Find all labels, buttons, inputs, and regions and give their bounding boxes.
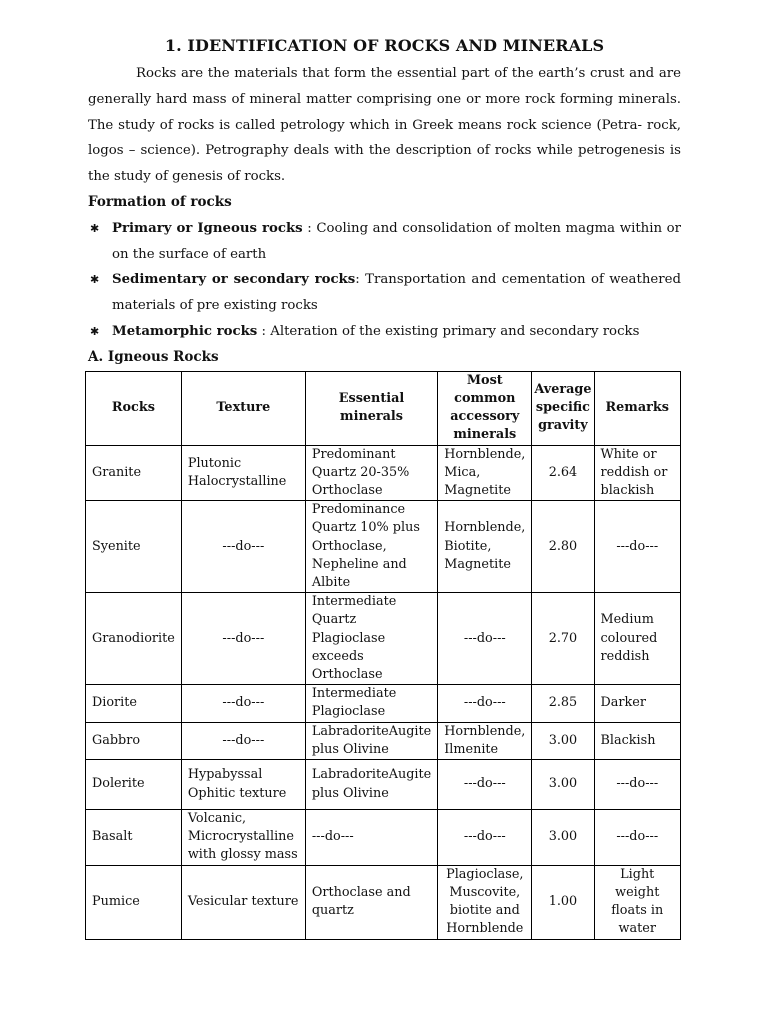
cell-texture: Plutonic Halocrystalline: [181, 445, 305, 501]
cell-remarks: Medium coloured reddish: [594, 593, 681, 685]
asterisk-bullet-icon: ✱: [90, 273, 100, 287]
cell-accessory: Hornblende, Ilmenite: [438, 722, 532, 759]
cell-gravity: 1.00: [532, 865, 594, 939]
bullet-text: Cooling and consolidation of molten magma within or on the surface of earth: [112, 220, 682, 262]
cell-remarks: Blackish: [594, 722, 681, 759]
cell-accessory: ---do---: [438, 593, 532, 685]
cell-accessory: Hornblende, Mica, Magnetite: [438, 445, 532, 501]
cell-essential: LabradoriteAugite plus Olivine: [305, 760, 437, 810]
cell-gravity: 2.85: [532, 685, 594, 722]
bullet-term: Primary or Igneous rocks: [112, 220, 303, 236]
cell-remarks: ---do---: [594, 810, 681, 866]
cell-accessory: Plagioclase, Muscovite, biotite and Hornblende: [438, 865, 532, 939]
cell-gravity: 2.70: [532, 593, 594, 685]
cell-remarks: ---do---: [594, 501, 681, 593]
cell-texture: Vesicular texture: [181, 865, 305, 939]
cell-rock: Granite: [86, 445, 182, 501]
bullet-item-metamorphic: [88, 319, 681, 345]
table-row: [86, 501, 681, 593]
header-rocks: Rocks: [86, 371, 182, 445]
cell-essential: Orthoclase and quartz: [305, 865, 437, 939]
document-title: 1. IDENTIFICATION OF ROCKS AND MINERALS: [164, 36, 605, 55]
header-accessory-minerals: Most common accessory minerals: [438, 371, 532, 445]
intro-paragraph: Rocks are the materials that form the essential part of the earth’s crust and are generally hard mass of mineral matter comprising one or more rock forming minerals. The study of rocks is called petrology which in Greek means rock science (Petra- rock, logos – science). Petrography deals with the description of rocks while petrogenesis is the study of genesis of rocks.: [88, 66, 681, 185]
table-row: [86, 685, 681, 722]
cell-remarks: White or reddish or blackish: [594, 445, 681, 501]
cell-remarks: Light weight floats in water: [594, 865, 681, 939]
bullet-item-igneous: [88, 216, 681, 268]
cell-rock: Syenite: [86, 501, 182, 593]
cell-texture: Volcanic, Microcrystalline with glossy mass: [181, 810, 305, 866]
cell-accessory: Hornblende, Biotite, Magnetite: [438, 501, 532, 593]
asterisk-bullet-icon: ✱: [90, 324, 100, 338]
cell-gravity: 3.00: [532, 760, 594, 810]
header-remarks: Remarks: [594, 371, 681, 445]
cell-texture: ---do---: [181, 593, 305, 685]
cell-rock: Gabbro: [86, 722, 182, 759]
document-page: [88, 36, 681, 940]
cell-rock: Granodiorite: [86, 593, 182, 685]
bullet-separator: :: [257, 323, 271, 339]
igneous-rocks-table: [85, 371, 681, 940]
formation-heading: Formation of rocks: [88, 193, 232, 210]
bullet-term: Sedimentary or secondary rocks: [112, 272, 356, 288]
table-row: [86, 722, 681, 759]
bullet-term: Metamorphic rocks: [112, 323, 258, 339]
cell-rock: Pumice: [86, 865, 182, 939]
section-heading: A. Igneous Rocks: [88, 348, 219, 365]
cell-essential: Predominance Quartz 10% plus Orthoclase, Nepheline and Albite: [305, 501, 437, 593]
bullet-separator: :: [302, 220, 317, 236]
header-texture: Texture: [181, 371, 305, 445]
cell-texture: ---do---: [181, 685, 305, 722]
cell-rock: Dolerite: [86, 760, 182, 810]
cell-essential: Predominant Quartz 20-35% Orthoclase: [305, 445, 437, 501]
cell-gravity: 2.80: [532, 501, 594, 593]
cell-gravity: 2.64: [532, 445, 594, 501]
cell-essential: Intermediate Plagioclase: [305, 685, 437, 722]
table-row: [86, 593, 681, 685]
cell-texture: Hypabyssal Ophitic texture: [181, 760, 305, 810]
cell-essential: Intermediate Quartz Plagioclase exceeds Orthoclase: [305, 593, 437, 685]
table-row: [86, 865, 681, 939]
bullet-item-sedimentary: [88, 267, 681, 319]
table-header-row: [86, 371, 681, 445]
cell-gravity: 3.00: [532, 722, 594, 759]
table-row: [86, 810, 681, 866]
cell-remarks: ---do---: [594, 760, 681, 810]
cell-essential: LabradoriteAugite plus Olivine: [305, 722, 437, 759]
cell-accessory: ---do---: [438, 685, 532, 722]
header-specific-gravity: Average specific gravity: [532, 371, 594, 445]
header-essential-minerals: Essential minerals: [305, 371, 437, 445]
bullet-separator: :: [355, 272, 366, 288]
bullet-text: Transportation and cementation of weathered materials of pre existing rocks: [112, 272, 681, 314]
table-row: [86, 445, 681, 501]
table-row: [86, 760, 681, 810]
cell-accessory: ---do---: [438, 810, 532, 866]
cell-remarks: Darker: [594, 685, 681, 722]
asterisk-bullet-icon: ✱: [90, 221, 100, 235]
cell-rock: Diorite: [86, 685, 182, 722]
cell-texture: ---do---: [181, 501, 305, 593]
cell-texture: ---do---: [181, 722, 305, 759]
cell-accessory: ---do---: [438, 760, 532, 810]
bullet-text: Alteration of the existing primary and secondary rocks: [270, 323, 640, 339]
cell-rock: Basalt: [86, 810, 182, 866]
cell-essential: ---do---: [305, 810, 437, 866]
cell-gravity: 3.00: [532, 810, 594, 866]
